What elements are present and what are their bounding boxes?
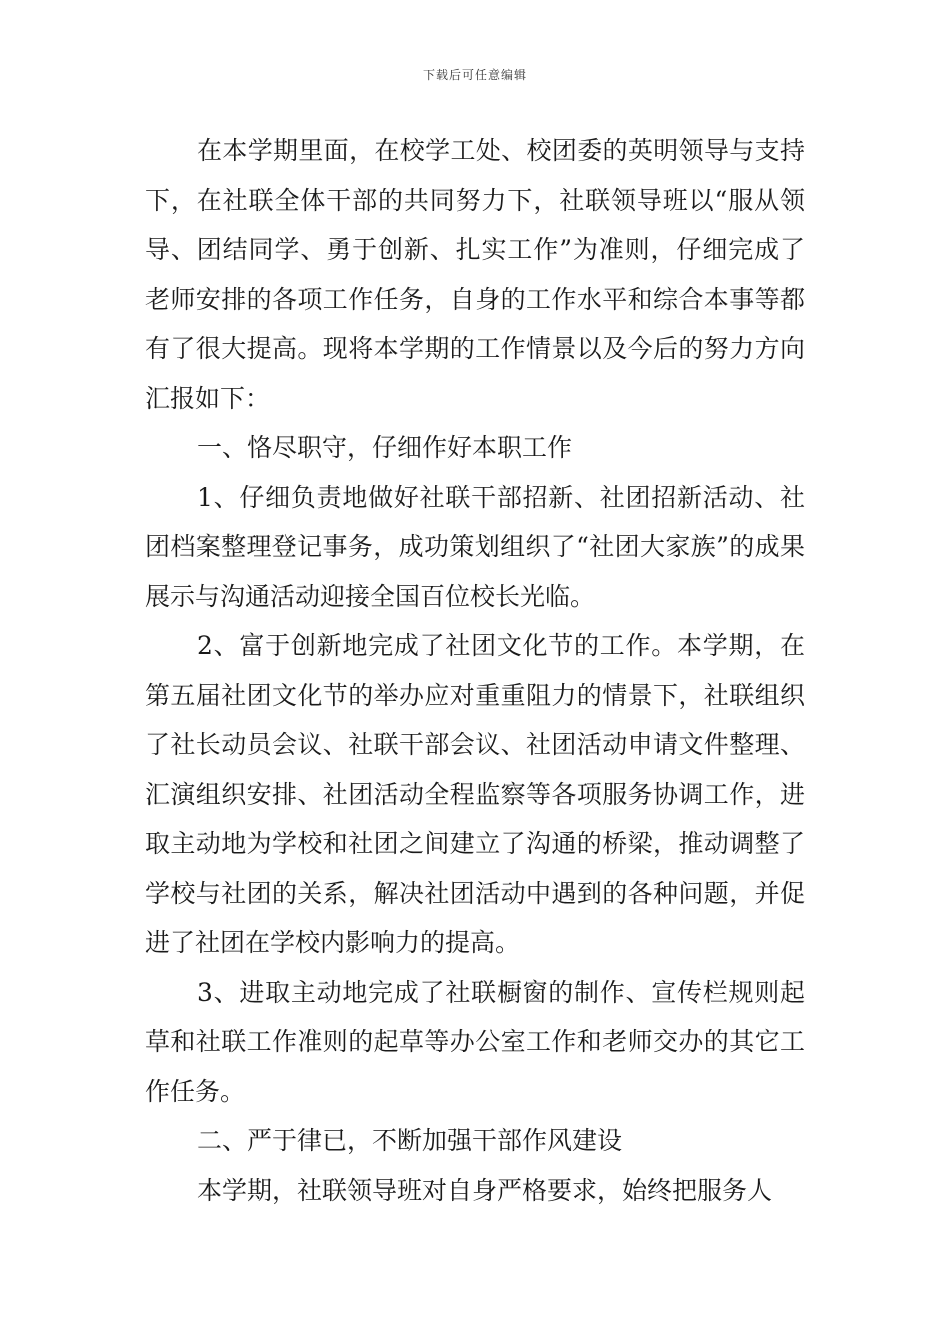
section-2-paragraph: 本学期，社联领导班对自身严格要求，始终把服务人 (197, 1175, 773, 1205)
section-heading-1: 一、恪尽职守，仔细作好本职工作 (197, 433, 573, 462)
item-paragraph-1: 1、仔细负责地做好社联干部招新、社团招新活动、社团档案整理登记事务，成功策划组织了“社团大家族”的成果展示与沟通活动迎接全国百位校长光临。 (145, 482, 805, 611)
item-paragraph-2: 2、富于创新地完成了社团文化节的工作。本学期，在第五届社团文化节的举办应对重重阻力的情景下，社联组织了社长动员会议、社联干部会议、社团活动申请文件整理、汇演组织安排、社团活动全程监察等各项服务协调工作，进取主动地为学校和社团之间建立了沟通的桥梁，推动调整了学校与社团的关系，解决社团活动中遇到的各种问题，并促进了社团在学校内影响力的提高。 (145, 631, 805, 957)
item-paragraph-3: 3、进取主动地完成了社联橱窗的制作、宣传栏规则起草和社联工作准则的起草等办公室工作和老师交办的其它工作任务。 (145, 977, 805, 1106)
intro-paragraph: 在本学期里面，在校学工处、校团委的英明领导与支持下，在社联全体干部的共同努力下，社联领导班以“服从领导、团结同学、勇于创新、扎实工作”为准则，仔细完成了老师安排的各项工作任务，自身的工作水平和综合本事等都有了很大提高。现将本学期的工作情景以及今后的努力方向汇报如下： (145, 136, 805, 413)
section-heading-2: 二、严于律已，不断加强干部作风建设 (197, 1126, 623, 1155)
document-body (145, 126, 805, 1215)
download-note: 下载后可任意编辑 (422, 68, 527, 82)
